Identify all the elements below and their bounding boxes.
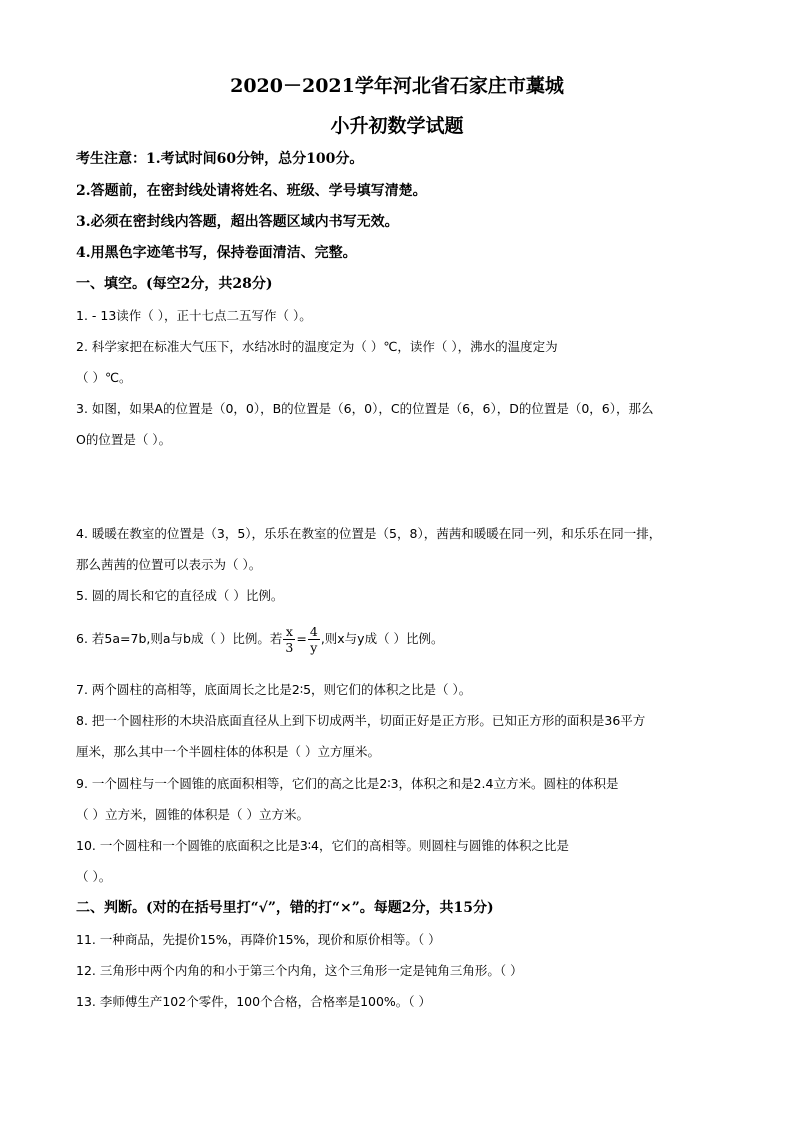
notice-line-2: 2.答题前，在密封线处请将姓名、班级、学号填写清楚。 (76, 183, 427, 199)
fraction-x-over-3 (283, 624, 295, 655)
fraction-4-over-y (308, 624, 320, 655)
notice-line-1: 考生注意：1.考试时间60分钟，总分100分。 (76, 151, 364, 167)
question-2-line2: （ ）℃。 (76, 370, 132, 385)
fraction-2-denominator: y (310, 640, 318, 655)
question-8-line2: 厘米，那么其中一个半圆柱体的体积是（ ）立方厘米。 (76, 744, 380, 759)
question-11: 11. 一种商品，先提价15%，再降价15%，现价和原价相等。（ ） (76, 932, 441, 947)
question-3-line1: 3. 如图，如果A的位置是（0，0），B的位置是（6，0），C的位置是（6，6），D的位置是（0，6），那么 (76, 401, 654, 416)
question-4-line1: 4. 暖暖在教室的位置是（3，5），乐乐在教室的位置是（5，8），茜茜和暖暖在同一列，和乐乐在同一排， (76, 526, 662, 541)
exam-title-line1: 2020－2021学年河北省石家庄市藁城 (230, 75, 564, 97)
question-10-line1: 10. 一个圆柱和一个圆锥的底面积之比是3∶4，它们的高相等。则圆柱与圆锥的体积之比是 (76, 838, 570, 853)
question-3-line2: O的位置是（ ）。 (76, 432, 172, 447)
fraction-1-numerator: x (283, 624, 295, 640)
question-9-line1: 9. 一个圆柱与一个圆锥的底面积相等，它们的高之比是2∶3，体积之和是2.4立方米。圆柱的体积是 (76, 776, 619, 791)
question-13: 13. 李师傅生产102个零件，100个合格，合格率是100%。（ ） (76, 994, 432, 1009)
question-7: 7. 两个圆柱的高相等，底面周长之比是2∶5，则它们的体积之比是（ ）。 (76, 682, 472, 697)
question-10-line2: （ ）。 (76, 869, 112, 884)
notice-line-4: 4.用黑色字迹笔书写，保持卷面清洁、完整。 (76, 245, 357, 261)
question-2-line1: 2. 科学家把在标准大气压下，水结冰时的温度定为（ ）℃，读作（ ），沸水的温度定为 (76, 339, 558, 354)
fraction-2-numerator: 4 (309, 624, 318, 639)
exam-title-line2: 小升初数学试题 (330, 115, 464, 137)
question-6-part2: ,则x与y成（ ）比例。 (320, 631, 444, 646)
question-1: 1. - 13读作（ ），正十七点二五写作（ ）。 (76, 308, 312, 323)
fraction-1-denominator: 3 (285, 640, 294, 655)
question-5: 5. 圆的周长和它的直径成（ ）比例。 (76, 588, 284, 603)
question-6-part1: 6. 若5a=7b,则a与b成（ ）比例。若 (76, 631, 283, 646)
question-4-line2: 那么茜茜的位置可以表示为（ ）。 (76, 557, 262, 572)
equals-sign: = (296, 631, 307, 646)
notice-line-3: 3.必须在密封线内答题，超出答题区域内书写无效。 (76, 214, 399, 230)
section-1-heading: 一、填空。(每空2分，共28分) (76, 276, 273, 292)
question-9-line2: （ ）立方米，圆锥的体积是（ ）立方米。 (76, 807, 309, 822)
question-12: 12. 三角形中两个内角的和小于第三个内角，这个三角形一定是钝角三角形。（ ） (76, 963, 523, 978)
section-2-heading: 二、判断。(对的在括号里打“√”，错的打“×”。每题2分，共15分) (76, 900, 494, 916)
question-6 (76, 624, 444, 655)
question-8-line1: 8. 把一个圆柱形的木块沿底面直径从上到下切成两半，切面正好是正方形。已知正方形的面积是36平方 (76, 713, 646, 728)
